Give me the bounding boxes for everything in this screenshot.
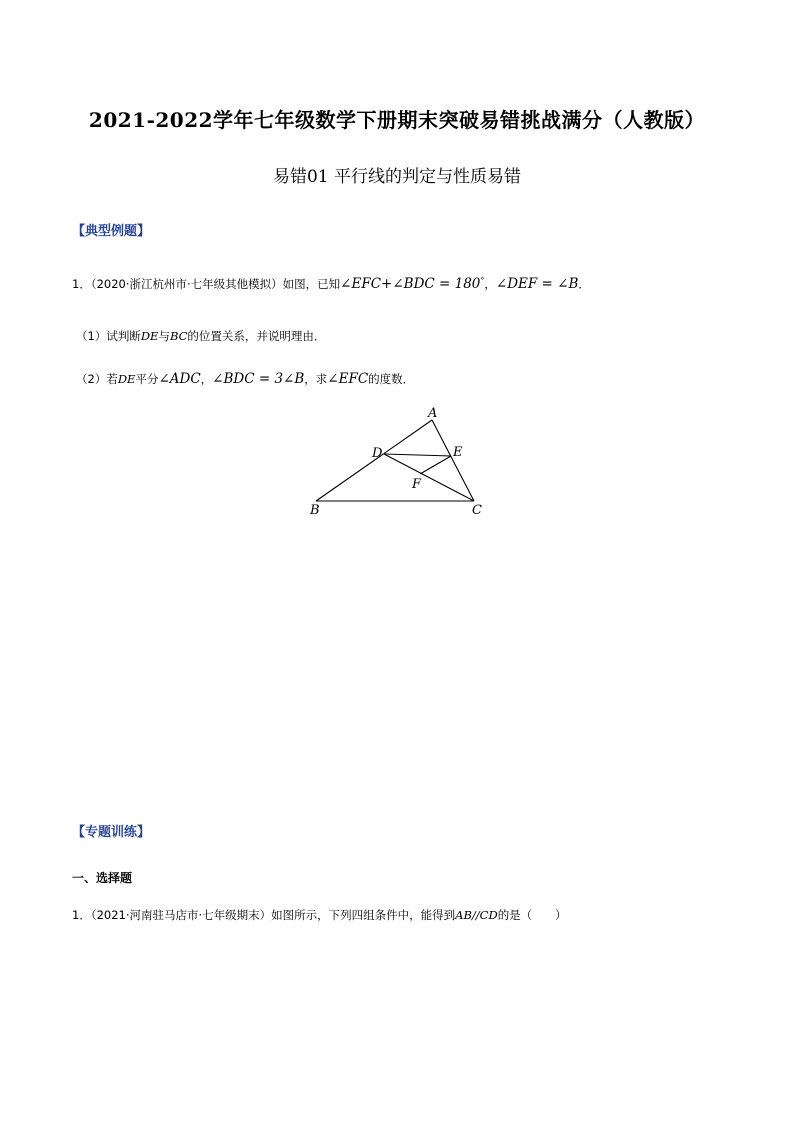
segment-de: DE (117, 372, 136, 386)
degree-mark: ° (480, 276, 485, 286)
example-problem-statement (72, 276, 590, 292)
part-2-label: （2）若 (76, 372, 118, 386)
segment-ac (432, 420, 474, 501)
problem-question: 的是（ ） (497, 908, 567, 922)
parallel-expression: AB//CD (455, 908, 498, 922)
training-problem-statement (72, 907, 567, 923)
page-subtitle: 易错01 平行线的判定与性质易错 (272, 167, 522, 187)
part-2-question: 的度数． (368, 372, 415, 386)
geometry-figure (300, 400, 500, 525)
point-label-f: F (412, 477, 422, 492)
condition-angle-sum: ∠EFC+∠BDC = 180 (340, 276, 481, 292)
page-title: 2021-2022学年七年级数学下册期末突破易错挑战满分（人教版） (88, 108, 706, 132)
segment-de: DE (140, 329, 159, 343)
training-section-heading: 【专题训练】 (72, 825, 151, 840)
figure-lines (316, 420, 474, 501)
example-section-heading: 【典型例题】 (72, 224, 151, 239)
part-2-connector: 平分 (135, 372, 159, 386)
question-type-heading: 一、选择题 (72, 871, 133, 885)
point-label-a: A (428, 406, 438, 421)
segment-ef (420, 456, 451, 474)
problem-source: （2020·浙江杭州市·七年级其他模拟） (90, 277, 283, 291)
comma: ， (200, 372, 213, 386)
angle-adc: ∠ADC (158, 371, 201, 387)
part-1-connector: 与 (158, 329, 170, 343)
segment-dc (384, 454, 474, 501)
problem-part-2 (76, 371, 414, 387)
problem-text: 如图所示，下列四组条件中，能得到 (271, 908, 456, 922)
point-label-e: E (453, 445, 463, 460)
problem-source: （2021·河南驻马店市·七年级期末） (90, 908, 272, 922)
point-label-d: D (372, 446, 383, 461)
problem-part-1 (76, 328, 325, 344)
point-label-c: C (472, 503, 482, 518)
problem-lead: 如图，已知 (282, 277, 341, 291)
angle-bdc-relation: ∠BDC = 3∠B (212, 371, 305, 387)
ask-connector: ，求 (304, 372, 328, 386)
point-label-b: B (310, 503, 320, 518)
condition-angle-equal: ∠DEF = ∠B (495, 276, 579, 292)
problem-number: 1． (72, 277, 91, 291)
segment-de-line (384, 454, 451, 456)
part-1-label: （1）试判断 (76, 329, 141, 343)
part-1-question: 的位置关系，并说明理由． (187, 329, 326, 343)
comma: ， (484, 277, 496, 291)
problem-number: 1． (72, 908, 91, 922)
angle-efc: ∠EFC (327, 371, 369, 387)
segment-bc: BC (169, 329, 188, 343)
period: ． (578, 277, 590, 291)
